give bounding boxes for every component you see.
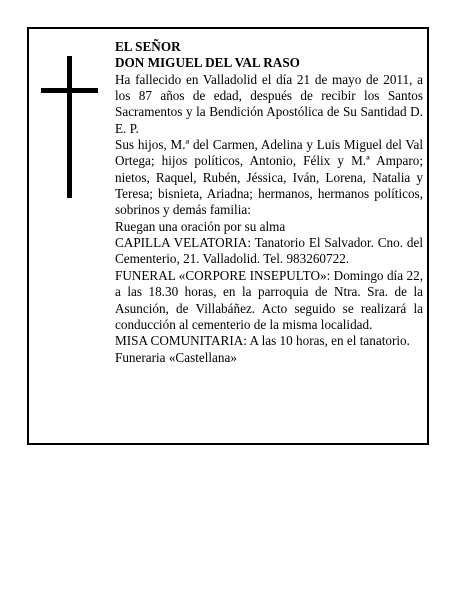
obituary-notice <box>27 27 429 445</box>
mass-info: MISA COMUNITARIA: A las 10 horas, en el tanatorio. <box>115 333 410 349</box>
cross-icon-crossbar <box>41 88 98 93</box>
chapel-info: CAPILLA VELATORIA: Tanatorio El Salvador. Cno. del Cementerio, 21. Valladolid. Tel. 983260722. <box>115 235 423 267</box>
family-list: Sus hijos, M.ª del Carmen, Adelina y Luis Miguel del Val Ortega; hijos políticos, Antonio, Félix y M.ª Amparo; nietos, Raquel, Rubén, Jéssica, Iván, Lorena, Natalia y Teresa; bisnieta, Ariadna; hermanos, hermanos políticos, sobrinos y demás familia: <box>115 137 423 218</box>
notice-text <box>115 39 423 366</box>
prayer-request: Ruegan una oración por su alma <box>115 218 286 234</box>
notice-title: EL SEÑOR <box>115 39 181 54</box>
funeral-info: FUNERAL «CORPORE INSEPULTO»: Domingo día 22, a las 18.30 horas, en la parroquia de Ntra. Sra. de la Asunción, de Villabáñez. Acto seguido se realizará la conducción al cementerio de la misma localidad. <box>115 267 423 332</box>
funeral-home: Funeraria «Castellana» <box>115 349 237 365</box>
cross-icon <box>67 56 72 198</box>
death-announcement: Ha fallecido en Valladolid el día 21 de mayo de 2011, a los 87 años de edad, después de recibir los Santos Sacramentos y la Bendición Apostólica de Su Santidad D. E. P. <box>115 71 423 136</box>
deceased-name: DON MIGUEL DEL VAL RASO <box>115 55 300 71</box>
